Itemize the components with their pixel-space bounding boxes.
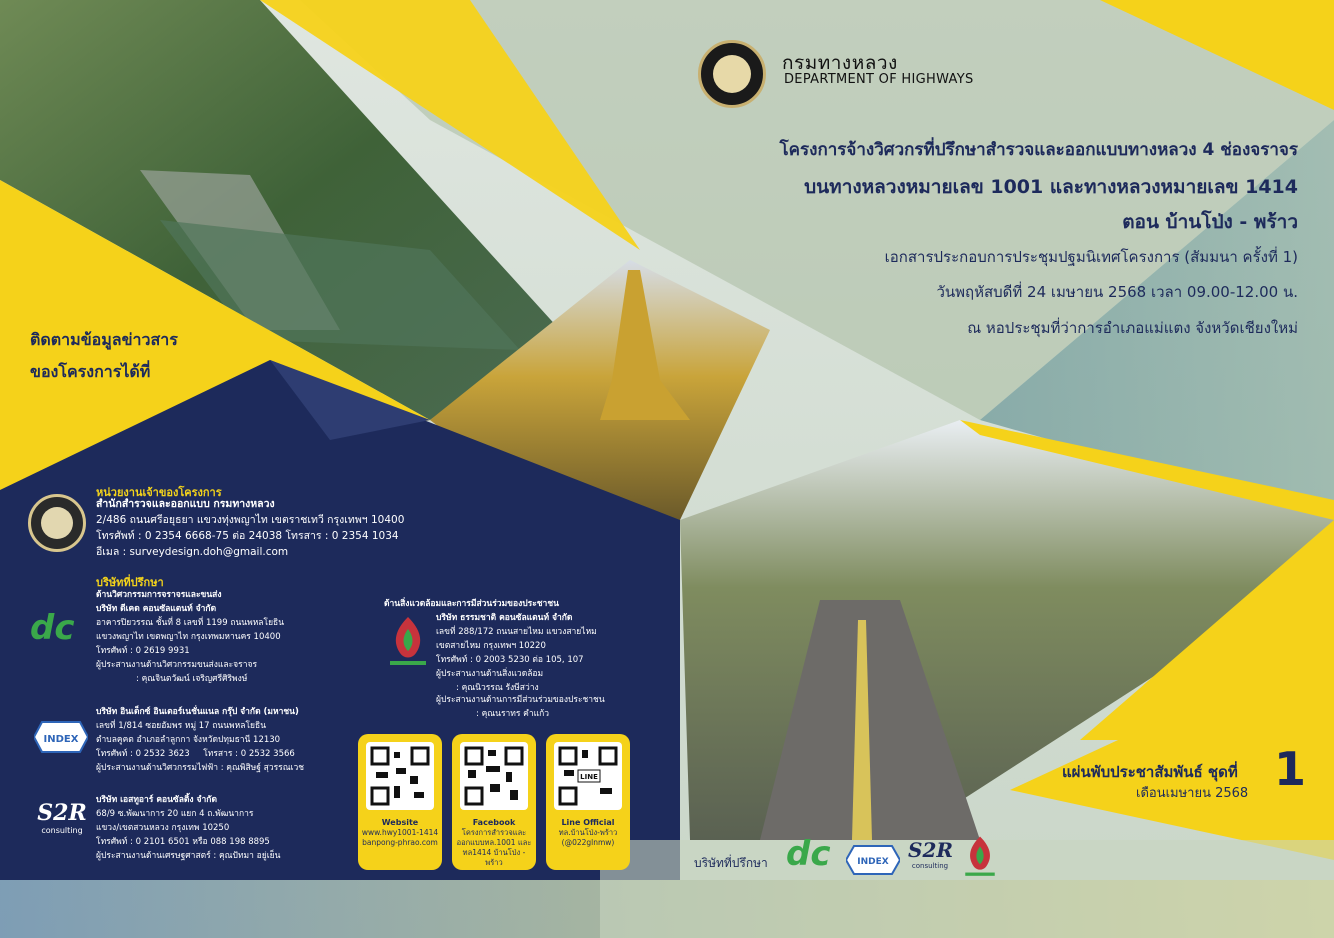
project-title-line3: ตอน บ้านโป่ง - พร้าว bbox=[1122, 211, 1298, 233]
owner-phone: โทรศัพท์ : 0 2354 6668-75 ต่อ 24038 โทรสาร : 0 2354 1034 bbox=[96, 530, 399, 542]
qr-card-facebook[interactable] bbox=[452, 734, 536, 870]
s2r-logo-icon bbox=[32, 800, 92, 846]
qr-facebook-line3: ทล1414 บ้านโป่ง - พร้าว bbox=[462, 848, 526, 867]
tc-person2: : คุณนราทร คำแก้ว bbox=[476, 709, 550, 719]
dc-phone: โทรศัพท์ : 0 2619 9931 bbox=[96, 646, 190, 656]
s2r-logo-sub: consulting bbox=[41, 826, 83, 835]
tc-addr2: เขตสายไหม กรุงเทพฯ 10220 bbox=[436, 641, 546, 651]
qr-facebook-line1: โครงการสำรวจและ bbox=[461, 828, 527, 837]
follow-line1: ติดตามข้อมูลข่าวสาร bbox=[30, 330, 178, 349]
org-name-en: DEPARTMENT OF HIGHWAYS bbox=[784, 72, 974, 87]
s2r-logo-text: S2R bbox=[37, 800, 87, 826]
footer-index-logo-icon bbox=[846, 844, 900, 876]
s2r-addr2: แขวง/เขตสวนหลวง กรุงเทพ 10250 bbox=[96, 823, 230, 833]
subtitle-line1: เอกสารประกอบการประชุมปฐมนิเทศโครงการ (สัมมนา ครั้งที่ 1) bbox=[884, 248, 1298, 266]
qr-card-line[interactable] bbox=[546, 734, 630, 870]
dc-coord: ผู้ประสานงานด้านวิศวกรรมขนส่งและจราจร bbox=[96, 660, 258, 670]
subtitle-line2: วันพฤหัสบดีที่ 24 เมษายน 2568 เวลา 09.00-12.00 น. bbox=[936, 283, 1298, 301]
qr-line-title: Line Official bbox=[561, 818, 615, 827]
project-title-line1: โครงการจ้างวิศวกรที่ปรึกษาสำรวจและออกแบบทางหลวง 4 ช่องจราจร bbox=[779, 140, 1298, 160]
tc-person1: : คุณนิวรรณ รังษีสว่าง bbox=[456, 683, 539, 693]
qr-facebook-title: Facebook bbox=[472, 818, 516, 827]
qr-website-line1: www.hwy1001-1414 bbox=[361, 828, 439, 837]
doh-seal-icon bbox=[698, 40, 766, 108]
qr-code-line-icon[interactable] bbox=[554, 742, 622, 810]
tc-logo-icon bbox=[386, 615, 430, 669]
s2r-phone: โทรศัพท์ : 0 2101 6501 หรือ 088 198 8895 bbox=[96, 837, 270, 847]
index-phone: โทรศัพท์ : 0 2532 3623 โทรสาร : 0 2532 3566 bbox=[96, 749, 295, 759]
owner-address: 2/486 ถนนศรีอยุธยา แขวงทุ่งพญาไท เขตราชเทวี กรุงเทพฯ 10400 bbox=[96, 514, 405, 526]
tc-field: ด้านสิ่งแวดล้อมและการมีส่วนร่วมของประชาชน bbox=[384, 599, 559, 609]
brochure-number: 1 bbox=[1274, 742, 1307, 796]
owner-name: สำนักสำรวจและออกแบบ กรมทางหลวง bbox=[96, 498, 275, 510]
tc-phone: โทรศัพท์ : 0 2003 5230 ต่อ 105, 107 bbox=[436, 655, 584, 665]
qr-code-facebook-icon[interactable] bbox=[460, 742, 528, 810]
dc-field: ด้านวิศวกรรมการจราจรและขนส่ง bbox=[96, 590, 222, 600]
footer-tc-logo-icon bbox=[962, 834, 998, 880]
dc-logo-icon: dc bbox=[30, 608, 75, 648]
qr-line-line2: (@022glnmw) bbox=[561, 838, 615, 847]
qr-website-line2: banpong-phrao.com bbox=[362, 838, 438, 847]
index-logo-text: INDEX bbox=[43, 734, 79, 745]
org-name-th: กรมทางหลวง bbox=[782, 52, 898, 74]
index-addr1: เลขที่ 1/814 ซอยอัมพร หมู่ 17 ถนนพหลโยธิน bbox=[96, 721, 267, 731]
tc-addr1: เลขที่ 288/172 ถนนสายไหม แขวงสายไหม bbox=[436, 627, 597, 637]
dc-name: บริษัท ดีเคด คอนซัลแตนท์ จำกัด bbox=[96, 604, 217, 614]
footer-s2r-logo-icon bbox=[908, 838, 952, 870]
tc-coord2: ผู้ประสานงานด้านการมีส่วนร่วมของประชาชน bbox=[436, 695, 605, 705]
qr-card-website[interactable] bbox=[358, 734, 442, 870]
consultants-heading: บริษัทที่ปรึกษา bbox=[96, 576, 164, 589]
project-title-line2: บนทางหลวงหมายเลข 1001 และทางหลวงหมายเลข 1414 bbox=[804, 176, 1298, 198]
index-addr2: ตำบลคูคต อำเภอลำลูกกา จังหวัดปทุมธานี 12130 bbox=[96, 735, 281, 745]
index-name: บริษัท อินเด็กซ์ อินเตอร์เนชั่นแนล กรุ๊ป จำกัด (มหาชน) bbox=[96, 707, 299, 717]
qr-line-line1: ทล.บ้านโป่ง-พร้าว bbox=[558, 828, 618, 837]
brochure-label: แผ่นพับประชาสัมพันธ์ ชุดที่ bbox=[1062, 763, 1238, 781]
brochure-date: เดือนเมษายน 2568 bbox=[1136, 786, 1249, 801]
footer-label: บริษัทที่ปรึกษา bbox=[694, 856, 768, 870]
subtitle-line3: ณ หอประชุมที่ว่าการอำเภอแม่แตง จังหวัดเชียงใหม่ bbox=[967, 319, 1298, 337]
owner-seal-icon bbox=[28, 494, 86, 552]
qr-code-website-icon[interactable] bbox=[366, 742, 434, 810]
owner-email[interactable]: อีเมล : surveydesign.doh@gmail.com bbox=[96, 546, 289, 558]
qr-facebook-line2: ออกแบบทล.1001 และ bbox=[456, 838, 532, 847]
follow-line2: ของโครงการได้ที่ bbox=[30, 362, 151, 381]
s2r-addr1: 68/9 ซ.พัฒนาการ 20 แยก 4 ถ.พัฒนาการ bbox=[96, 809, 254, 819]
dc-addr2: แขวงพญาไท เขตพญาไท กรุงเทพมหานคร 10400 bbox=[96, 632, 281, 642]
owner-heading: หน่วยงานเจ้าของโครงการ bbox=[96, 486, 222, 499]
qr-website-title: Website bbox=[381, 818, 419, 827]
tc-coord1: ผู้ประสานงานด้านสิ่งแวดล้อม bbox=[436, 669, 544, 679]
dc-person: : คุณจินตวัฒน์ เจริญศรีศิริพงษ์ bbox=[136, 674, 248, 684]
footer-s2r-logo-text: S2R bbox=[908, 838, 953, 862]
footer-index-logo-text: INDEX bbox=[857, 857, 889, 867]
index-coord: ผู้ประสานงานด้านวิศวกรรมไฟฟ้า : คุณพิสิษฐ์ สุวรรณเวช bbox=[96, 763, 305, 773]
s2r-name: บริษัท เอสทูอาร์ คอนซัลติ้ง จำกัด bbox=[96, 795, 217, 805]
dc-addr1: อาคารปิยวรรณ ชั้นที่ 8 เลขที่ 1199 ถนนพหลโยธิน bbox=[96, 618, 285, 628]
footer-s2r-logo-sub: consulting bbox=[911, 862, 949, 870]
line-badge: LINE bbox=[580, 773, 598, 781]
tc-name: บริษัท ธรรมชาติ คอนซัลแตนท์ จำกัด bbox=[436, 613, 573, 623]
index-logo-icon bbox=[34, 720, 88, 754]
footer-dc-logo-icon: dc bbox=[786, 834, 831, 874]
s2r-coord: ผู้ประสานงานด้านเศรษฐศาสตร์ : คุณปัทมา อยู่เย็น bbox=[96, 851, 281, 861]
